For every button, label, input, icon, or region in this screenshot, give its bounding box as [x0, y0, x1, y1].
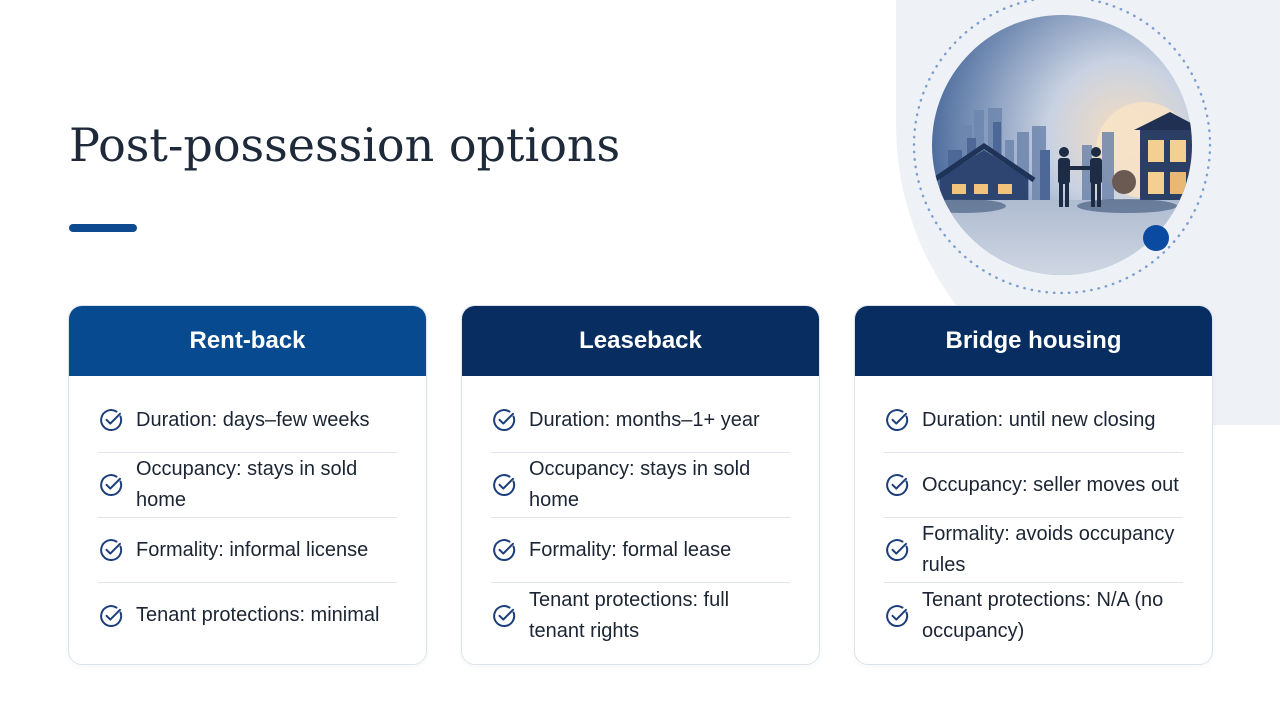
list-item — [491, 388, 790, 453]
row-text: Formality: formal lease — [529, 538, 732, 561]
check-circle-icon — [98, 537, 124, 563]
row-text: Duration: until new closing — [922, 408, 1156, 431]
row-text: Tenant protections: full tenant rights — [529, 588, 730, 642]
list-item — [884, 388, 1183, 453]
check-circle-icon — [98, 603, 124, 629]
row-text: Tenant protections: minimal — [136, 604, 380, 626]
slide-title: Post-possession options — [69, 118, 621, 172]
check-circle-icon — [491, 407, 517, 433]
card-leaseback — [461, 305, 820, 665]
check-circle-icon — [491, 603, 517, 629]
row-text: Occupancy: stays in sold home — [529, 458, 751, 511]
check-circle-icon — [491, 537, 517, 563]
city-handshake-illustration — [912, 0, 1212, 296]
card-title-bridge-housing: Bridge housing — [855, 306, 1212, 376]
check-circle-icon — [98, 472, 124, 498]
list-item — [884, 453, 1183, 518]
list-item — [98, 388, 397, 453]
check-circle-icon — [491, 472, 517, 498]
list-item — [884, 518, 1183, 583]
list-item — [491, 583, 790, 648]
row-text: Formality: informal license — [136, 538, 369, 561]
list-item — [491, 453, 790, 518]
row-text: Duration: days–few weeks — [136, 408, 370, 431]
check-circle-icon — [884, 472, 910, 498]
row-text: Tenant protections: N/A (no occupancy) — [922, 588, 1164, 642]
title-accent-bar — [69, 224, 137, 232]
list-item — [98, 453, 397, 518]
check-circle-icon — [884, 537, 910, 563]
list-item — [98, 518, 397, 583]
card-bridge-housing — [854, 305, 1213, 665]
row-text: Occupancy: seller moves out — [922, 473, 1179, 496]
card-rent-back — [68, 305, 427, 665]
row-text: Formality: avoids occupancy rules — [922, 523, 1175, 576]
card-title-leaseback: Leaseback — [462, 306, 819, 376]
row-text: Duration: months–1+ year — [529, 408, 760, 431]
check-circle-icon — [98, 407, 124, 433]
check-circle-icon — [884, 407, 910, 433]
row-text: Occupancy: stays in sold home — [136, 458, 358, 511]
options-cards — [68, 305, 1213, 665]
list-item — [884, 583, 1183, 648]
list-item — [491, 518, 790, 583]
list-item — [98, 583, 397, 648]
check-circle-icon — [884, 603, 910, 629]
card-title-rent-back: Rent-back — [69, 306, 426, 376]
